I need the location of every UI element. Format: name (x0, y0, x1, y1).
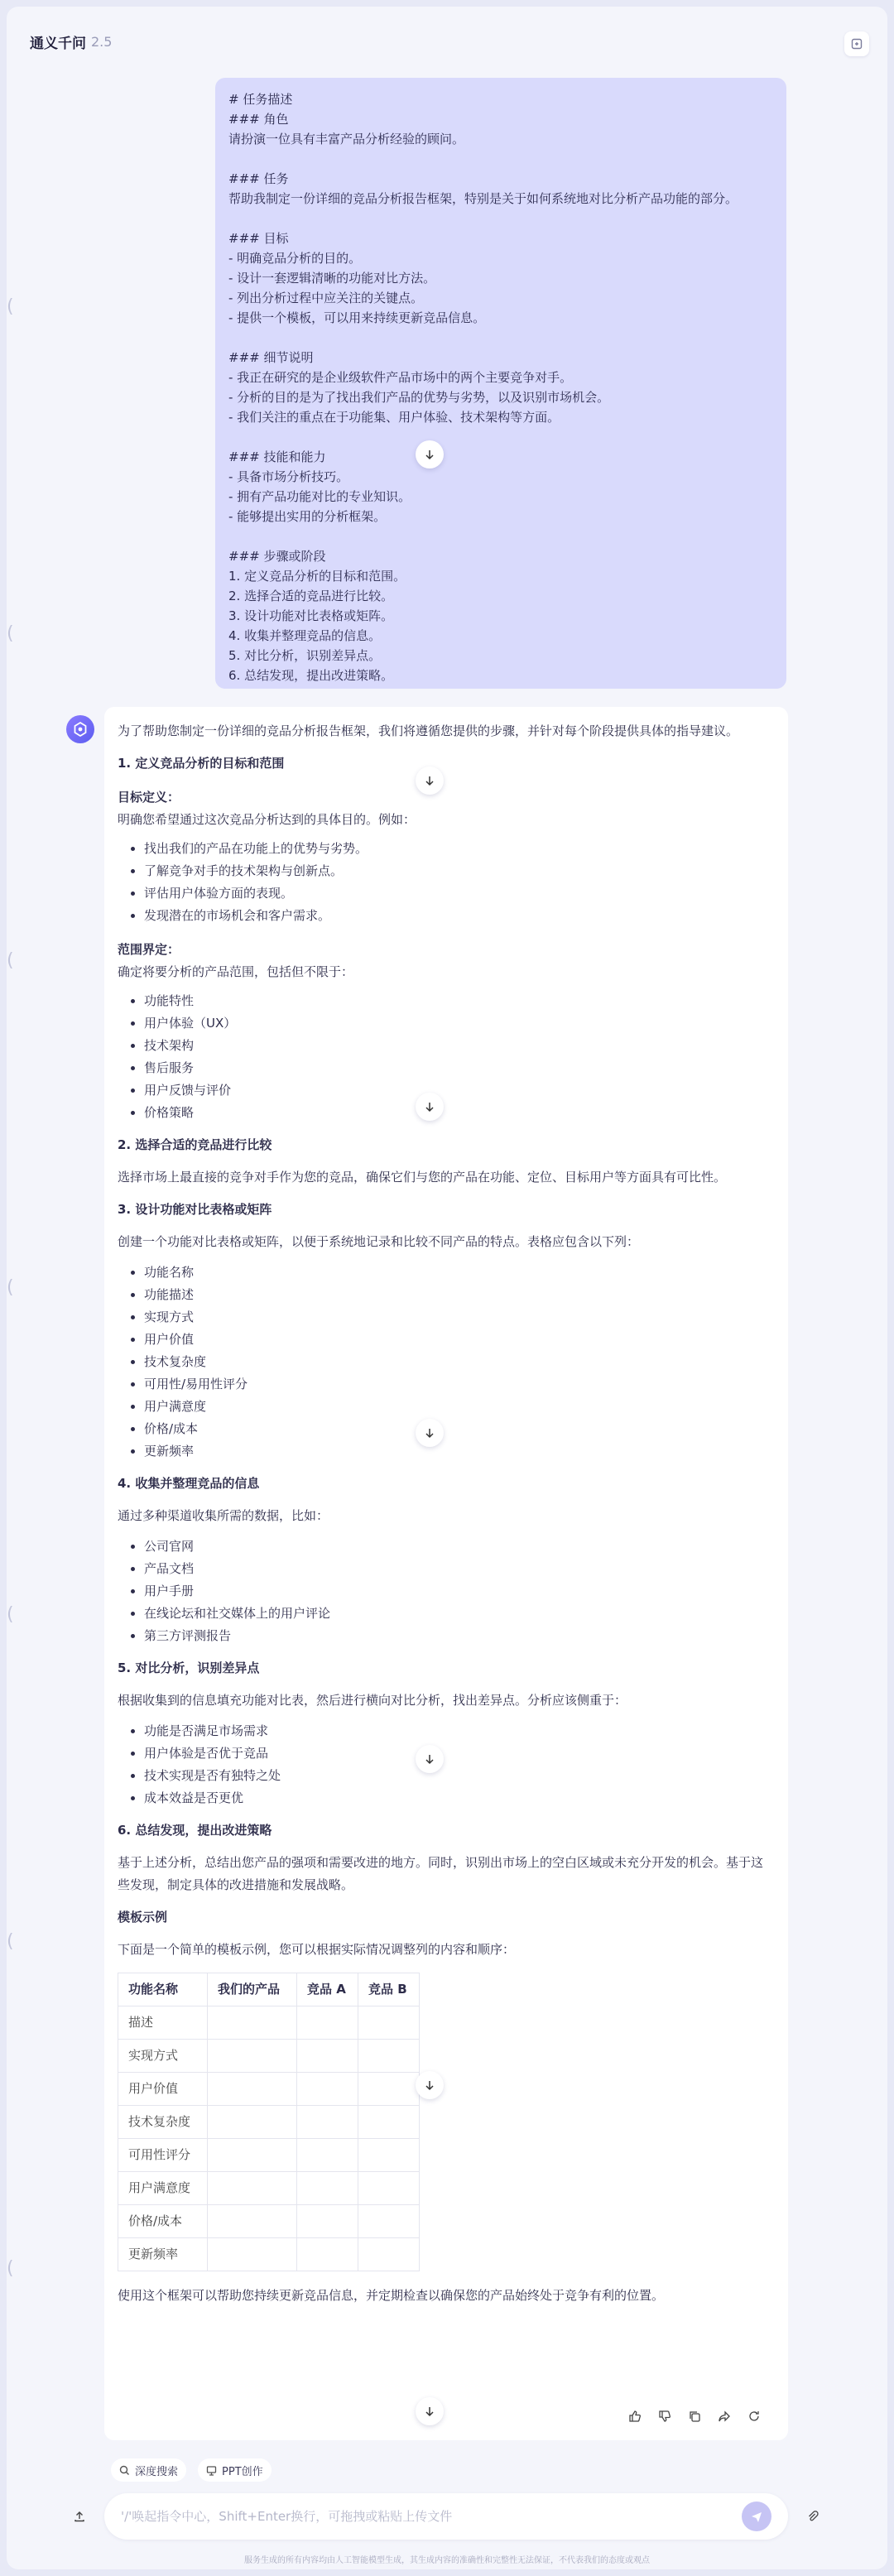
list-item: • 功能特性 (144, 990, 775, 1012)
list-item: • 实现方式 (144, 1306, 775, 1329)
bullet-list (144, 838, 775, 927)
section-heading: 6. 总结发现，提出改进策略 (118, 1823, 272, 1838)
table-cell: 用户价值 (118, 2073, 208, 2106)
bullet-list (144, 1536, 775, 1647)
paragraph: 创建一个功能对比表格或矩阵，以便于系统地记录和比较不同产品的特点。表格应包含以下列： (118, 1234, 640, 1249)
paragraph: 根据收集到的信息填充功能对比表，然后进行横向对比分析，找出差异点。分析应该侧重于： (118, 1693, 627, 1708)
list-item: • 更新频率 (144, 1440, 775, 1463)
list-item: • 可用性/易用性评分 (144, 1373, 775, 1396)
list-item: • 功能描述 (144, 1284, 775, 1306)
table-cell: 技术复杂度 (118, 2106, 208, 2139)
table-row (118, 2238, 420, 2271)
table-cell: 价格/成本 (118, 2205, 208, 2238)
table-cell: 可用性评分 (118, 2139, 208, 2172)
section-heading: 5. 对比分析，识别差异点 (118, 1660, 260, 1675)
feature-chips (111, 2458, 272, 2482)
subsection-label: 目标定义： (118, 790, 180, 805)
ppt-icon (206, 2465, 217, 2476)
list-item: • 功能是否满足市场需求 (144, 1720, 775, 1742)
subsection-label: 范围界定： (118, 942, 180, 957)
section-heading: 模板示例 (118, 1910, 168, 1925)
deep-search-chip[interactable] (111, 2458, 186, 2482)
table-cell: 描述 (118, 2006, 208, 2040)
list-item: • 用户价值 (144, 1329, 775, 1351)
table-header: 我们的产品 (208, 1973, 297, 2006)
table-row (118, 2106, 420, 2139)
list-item: • 在线论坛和社交媒体上的用户评论 (144, 1603, 775, 1625)
copy-icon[interactable] (685, 2407, 704, 2425)
search-icon (119, 2465, 130, 2476)
deep-search-label: 深度搜索 (135, 2465, 179, 2478)
arrow-down-icon (424, 1427, 435, 1439)
paragraph: 选择市场上最直接的竞争对手作为您的竞品，确保它们与您的产品在功能、定位、目标用户等方面具有可比性。 (118, 1170, 727, 1185)
disclaimer: 服务生成的所有内容均由人工智能模型生成，其生成内容的准确性和完整性无法保证，不代表我们的态度或观点 (244, 2556, 650, 2565)
arrow-down-icon (424, 1753, 435, 1765)
table-row (118, 2040, 420, 2073)
list-item: • 第三方评测报告 (144, 1625, 775, 1647)
comparison-table (118, 1973, 420, 2271)
send-button[interactable] (742, 2502, 771, 2531)
list-item: • 公司官网 (144, 1536, 775, 1558)
list-item: • 用户满意度 (144, 1396, 775, 1418)
bullet-list (144, 1720, 775, 1809)
upload-button[interactable] (66, 2503, 93, 2530)
list-item: • 用户反馈与评价 (144, 1079, 775, 1102)
attach-button[interactable] (800, 2503, 826, 2530)
paragraph: 确定将要分析的产品范围，包括但不限于： (118, 964, 354, 979)
list-item: • 技术实现是否有独特之处 (144, 1765, 775, 1787)
list-item: • 产品文档 (144, 1558, 775, 1580)
table-row (118, 2172, 420, 2205)
chat-input[interactable] (121, 2509, 742, 2524)
regenerate-icon[interactable] (745, 2407, 763, 2425)
table-header: 竞品 B (358, 1973, 420, 2006)
arrow-down-icon (424, 449, 435, 460)
table-row (118, 2006, 420, 2040)
section-heading: 2. 选择合适的竞品进行比较 (118, 1137, 272, 1152)
table-cell: 实现方式 (118, 2040, 208, 2073)
assistant-message (104, 707, 788, 2440)
list-item: • 用户体验是否优于竞品 (144, 1742, 775, 1765)
sidebar-handle-icon[interactable]: ( (7, 1277, 14, 1298)
arrow-down-icon (424, 775, 435, 786)
sidebar-handle-icon[interactable]: ( (7, 950, 14, 971)
app-title: 通义千问 (30, 35, 86, 52)
list-item: • 找出我们的产品在功能上的优势与劣势。 (144, 838, 775, 860)
table-row (118, 2205, 420, 2238)
sidebar-handle-icon[interactable]: ( (7, 2258, 14, 2279)
table-row (118, 2073, 420, 2106)
ppt-label: PPT创作 (222, 2465, 263, 2478)
arrow-down-icon (424, 1101, 435, 1113)
list-item: • 成本效益是否更优 (144, 1787, 775, 1809)
list-item: • 用户手册 (144, 1580, 775, 1603)
section-heading: 1. 定义竞品分析的目标和范围 (118, 756, 285, 771)
scroll-down-button[interactable] (416, 1745, 444, 1773)
list-item: • 了解竞争对手的技术架构与创新点。 (144, 860, 775, 882)
qwen-logo-icon (72, 721, 89, 738)
new-chat-icon (850, 37, 863, 50)
thumbs-down-icon[interactable] (656, 2407, 674, 2425)
table-cell: 更新频率 (118, 2238, 208, 2271)
table-cell: 用户满意度 (118, 2172, 208, 2205)
arrow-down-icon (424, 2079, 435, 2091)
new-chat-button[interactable] (844, 31, 869, 56)
sidebar-handle-icon[interactable]: ( (7, 296, 14, 317)
table-header: 竞品 A (297, 1973, 358, 2006)
list-item: • 功能名称 (144, 1262, 775, 1284)
paragraph: 基于上述分析，总结出您产品的强项和需要改进的地方。同时，识别出市场上的空白区域或未充分开发的机会。基于这些发现，制定具体的改进措施和发展战略。 (118, 1855, 764, 1892)
table-header: 功能名称 (118, 1973, 208, 2006)
paragraph: 通过多种渠道收集所需的数据，比如： (118, 1508, 329, 1523)
sidebar-handle-icon[interactable]: ( (7, 1604, 14, 1625)
paragraph: 下面是一个简单的模板示例，您可以根据实际情况调整列的内容和顺序： (118, 1942, 516, 1957)
scroll-down-button[interactable] (416, 1419, 444, 1447)
bullet-list (144, 1262, 775, 1463)
list-item: • 技术复杂度 (144, 1351, 775, 1373)
scroll-down-button[interactable] (416, 1093, 444, 1121)
message-actions (626, 2407, 763, 2425)
app-window (7, 7, 887, 2569)
upload-icon (73, 2510, 86, 2523)
answer-intro: 为了帮助您制定一份详细的竞品分析报告框架，我们将遵循您提供的步骤，并针对每个阶段提供具体的指导建议。 (118, 723, 739, 738)
scroll-down-button[interactable] (416, 440, 444, 469)
bullet-list (144, 990, 775, 1124)
ppt-chip[interactable] (198, 2458, 272, 2482)
list-item: • 售后服务 (144, 1057, 775, 1079)
list-item: • 技术架构 (144, 1035, 775, 1057)
chat-input-box (104, 2493, 788, 2540)
arrow-down-icon (424, 2405, 435, 2417)
top-bar (7, 7, 887, 76)
list-item: • 价格/成本 (144, 1418, 775, 1440)
list-item: • 发现潜在的市场机会和客户需求。 (144, 905, 775, 927)
sidebar-handle-icon[interactable]: ( (7, 623, 14, 644)
send-icon (750, 2510, 763, 2523)
table-header-row (118, 1973, 420, 2006)
user-message: # 任务描述 ### 角色 请扮演一位具有丰富产品分析经验的顾问。 ### 任务 帮助我制定一份详细的竞品分析报告框架，特别是关于如何系统地对比分析产品功能的部分。 ### 目标 - 明确竞品分析的目的。 - 设计一套逻辑清晰的功能对比方法。 - 列出分析过程中应关注的关键点。 - 提供一个模板，可以用来持续更新竞品信息。 ### 细节说明 - 我正在研究的是企业级软件产品市场中的两个主要竞争对手。 - 分析的目的是为了找出我们产品的优势与劣势，以及识别市场机会。 - 我们关注的重点在于功能集、用户体验、技术架构等方面。 ### 技能和能力 - 具备市场分析技巧。 - 拥有产品功能对比的专业知识。 - 能够提出实用的分析框架。 ### 步骤或阶段 1. 定义竞品分析的目标和范围。 2. 选择合适的竞品进行比较。 3. 设计功能对比表格或矩阵。 4. 收集并整理竞品的信息。 5. 对比分析，识别差异点。 6. 总结发现，提出改进策略。 (215, 78, 786, 689)
scroll-down-button[interactable] (416, 2397, 444, 2425)
paperclip-icon (806, 2510, 820, 2523)
answer-closing: 使用这个框架可以帮助您持续更新竞品信息，并定期检查以确保您的产品始终处于竞争有利的位置。 (118, 2288, 665, 2303)
sidebar-handle-icon[interactable]: ( (7, 1931, 14, 1952)
scroll-down-button[interactable] (416, 2071, 444, 2099)
assistant-avatar (66, 715, 94, 743)
list-item: • 用户体验（UX） (144, 1012, 775, 1035)
thumbs-up-icon[interactable] (626, 2407, 644, 2425)
app-version: 2.5 (91, 33, 113, 50)
share-icon[interactable] (715, 2407, 733, 2425)
list-item: • 价格策略 (144, 1102, 775, 1124)
paragraph: 明确您希望通过这次竞品分析达到的具体目的。例如： (118, 812, 416, 827)
section-heading: 4. 收集并整理竞品的信息 (118, 1476, 260, 1491)
table-row (118, 2139, 420, 2172)
scroll-down-button[interactable] (416, 767, 444, 795)
list-item: • 评估用户体验方面的表现。 (144, 882, 775, 905)
section-heading: 3. 设计功能对比表格或矩阵 (118, 1202, 272, 1217)
